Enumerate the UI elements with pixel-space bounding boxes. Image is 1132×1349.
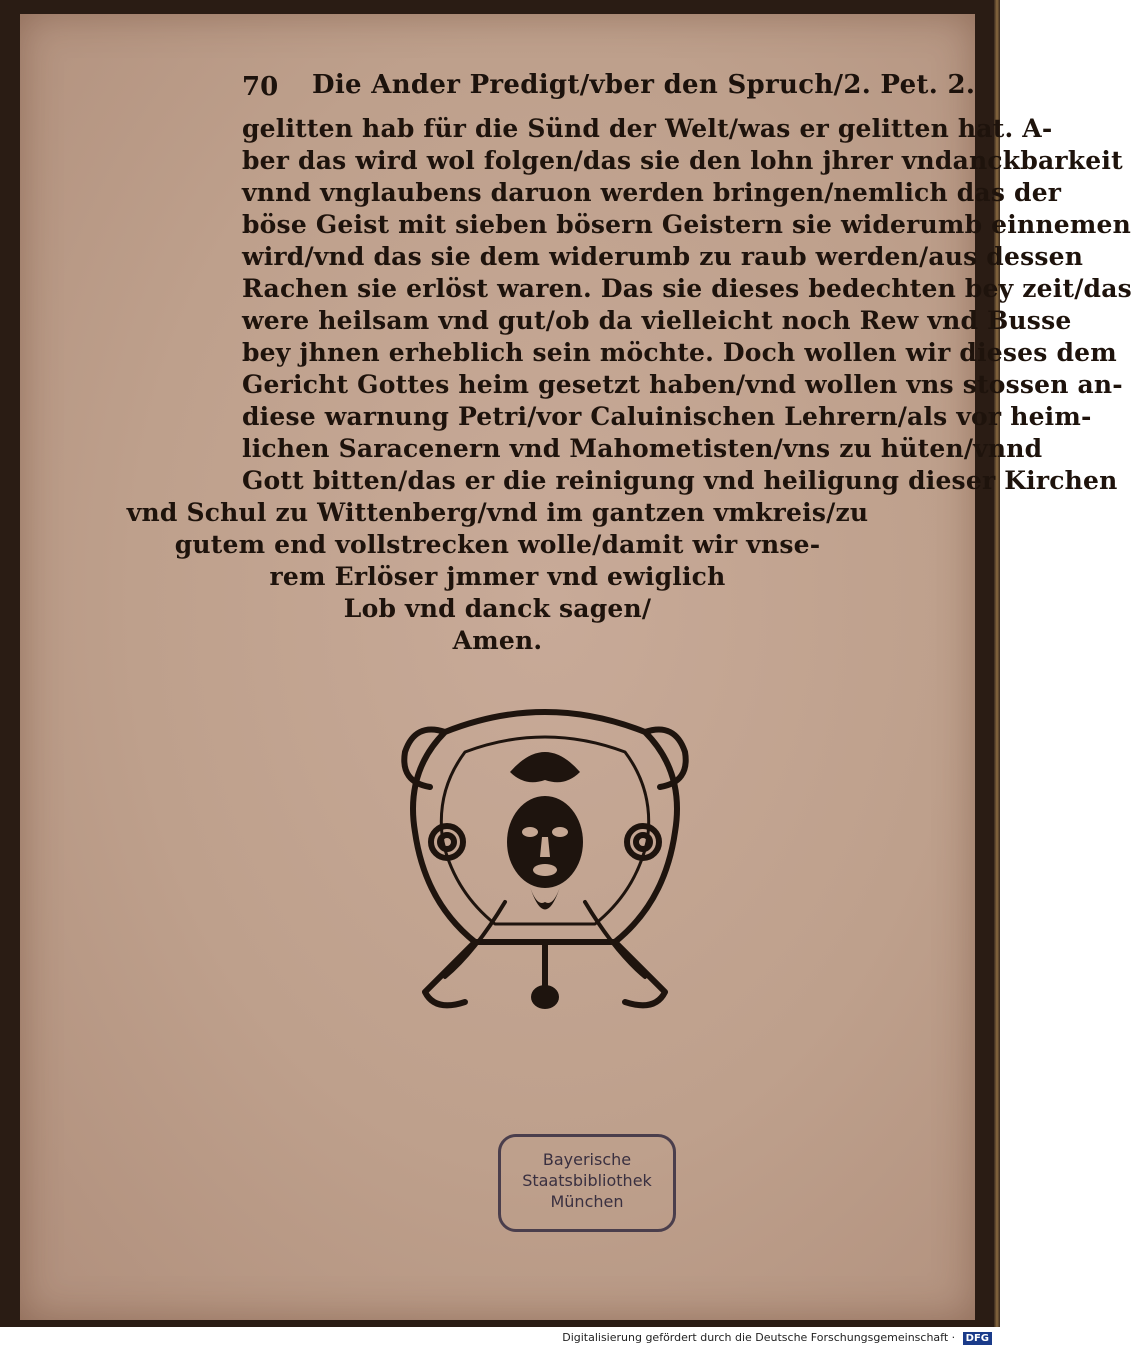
text-line: vnd Schul zu Wittenberg/vnd im gantzen vmkreis/zu xyxy=(126,498,869,527)
stamp-line: München xyxy=(550,1192,624,1211)
page-number: 70 xyxy=(242,72,279,102)
stamp-line: Bayerische xyxy=(542,1150,632,1169)
digitization-footer: Digitalisierung gefördert durch die Deutsche Forschungsgemeinschaft · DFG xyxy=(562,1331,992,1347)
text-line: Rachen sie erlöst waren. Das sie dieses bedechten bey zeit/das xyxy=(242,274,1132,303)
text-line: ber das wird wol folgen/das sie den lohn jhrer vndanckbarkeit xyxy=(242,146,1123,175)
text-line: were heilsam vnd gut/ob da vielleicht noch Rew vnd Busse xyxy=(242,306,1072,335)
text-line: diese warnung Petri/vor Caluinischen Lehrern/als vor heim- xyxy=(242,402,1092,431)
dfg-logo-icon: DFG xyxy=(963,1332,992,1345)
book-page xyxy=(20,14,1132,1320)
footer-text: Digitalisierung gefördert durch die Deutsche Forschungsgemeinschaft xyxy=(562,1331,949,1344)
running-title: Die Ander Predigt/vber den Spruch/2. Pet. 2. xyxy=(312,70,976,100)
woodcut-mask-cartouche-icon xyxy=(385,692,705,1032)
library-stamp xyxy=(498,1134,676,1232)
text-line: wird/vnd das sie dem widerumb zu raub werden/aus dessen xyxy=(242,242,1084,271)
text-line: gutem end vollstrecken wolle/damit wir vnse- xyxy=(174,530,821,559)
text-line: Gericht Gottes heim gesetzt haben/vnd wollen vns stossen an- xyxy=(242,370,1123,399)
text-line: vnnd vnglaubens daruon werden bringen/nemlich das der xyxy=(242,178,1062,207)
text-line: Amen. xyxy=(452,626,543,655)
stamp-line: Staatsbibliothek xyxy=(522,1171,652,1190)
text-line: rem Erlöser jmmer vnd ewiglich xyxy=(269,562,726,591)
text-line: Lob vnd danck sagen/ xyxy=(343,594,652,623)
text-line: bey jhnen erheblich sein möchte. Doch wollen wir dieses dem xyxy=(242,338,1117,367)
text-line: Gott bitten/das er die reinigung vnd heiligung dieser Kirchen xyxy=(242,466,1118,495)
text-line: lichen Saracenern vnd Mahometisten/vns zu hüten/vnnd xyxy=(242,434,1043,463)
text-line: gelitten hab für die Sünd der Welt/was er gelitten hat. A- xyxy=(242,114,1053,143)
page-header xyxy=(242,66,976,106)
text-line: böse Geist mit sieben bösern Geistern sie widerumb einnemen xyxy=(242,210,1131,239)
